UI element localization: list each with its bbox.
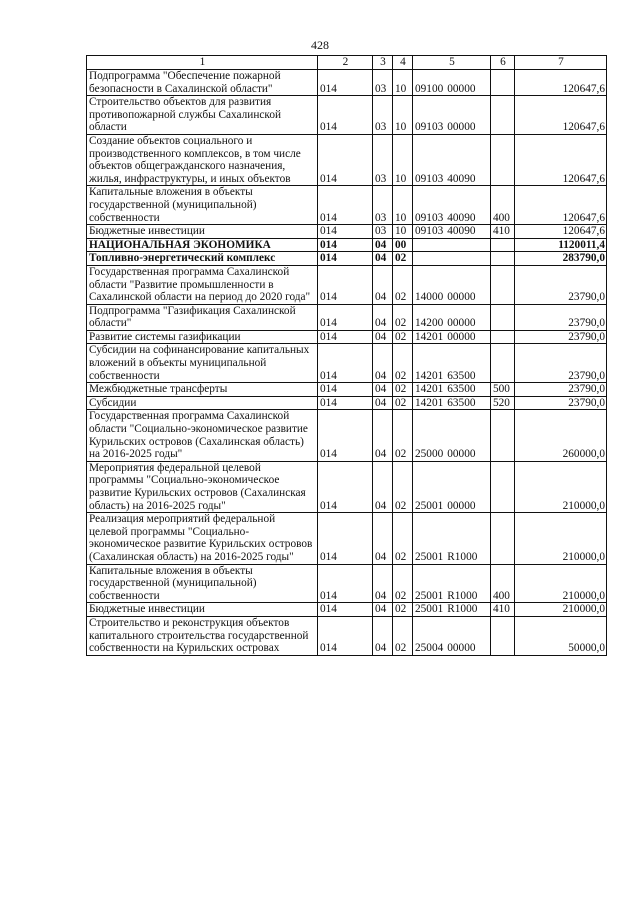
table-row	[87, 252, 607, 266]
row-section-code: 04	[373, 603, 393, 617]
row-section-code: 04	[373, 265, 393, 304]
row-amount: 23790,0	[515, 383, 607, 397]
target-code-direction: 00000	[447, 82, 476, 95]
table-row	[87, 513, 607, 564]
target-code-parts	[415, 370, 489, 383]
row-target-code	[413, 396, 491, 410]
row-target-code	[413, 96, 491, 135]
row-name: Подпрограмма "Газификация Сахалинской области"	[87, 304, 318, 330]
row-target-code	[413, 330, 491, 344]
target-code-program: 25001	[415, 550, 444, 563]
row-amount: 23790,0	[515, 396, 607, 410]
row-amount: 120647,6	[515, 70, 607, 96]
target-code-parts	[415, 642, 489, 655]
row-ministry-code: 014	[318, 96, 373, 135]
row-ministry-code: 014	[318, 564, 373, 603]
row-ministry-code: 014	[318, 304, 373, 330]
row-expense-type	[491, 304, 515, 330]
row-amount: 120647,6	[515, 225, 607, 239]
row-subsection-code: 10	[393, 186, 413, 225]
row-target-code	[413, 265, 491, 304]
table-row	[87, 330, 607, 344]
row-name: Строительство объектов для развития противопожарной службы Сахалинской области	[87, 96, 318, 135]
row-amount: 23790,0	[515, 344, 607, 383]
target-code-parts	[415, 225, 489, 238]
row-subsection-code: 02	[393, 304, 413, 330]
row-section-code: 04	[373, 252, 393, 266]
row-expense-type	[491, 330, 515, 344]
row-subsection-code: 02	[393, 252, 413, 266]
row-subsection-code: 10	[393, 96, 413, 135]
row-subsection-code: 10	[393, 134, 413, 185]
row-expense-type: 500	[491, 383, 515, 397]
table-row	[87, 238, 607, 252]
row-amount: 120647,6	[515, 96, 607, 135]
target-code-program: 25001	[415, 499, 444, 512]
header-cell-2: 2	[318, 56, 373, 70]
header-cell-7: 7	[515, 56, 607, 70]
row-name: Капитальные вложения в объекты государственной (муниципальной) собственности	[87, 186, 318, 225]
row-section-code: 04	[373, 564, 393, 603]
target-code-program: 09103	[415, 121, 444, 134]
row-expense-type	[491, 513, 515, 564]
target-code-program: 14201	[415, 330, 444, 343]
row-subsection-code: 02	[393, 410, 413, 461]
row-section-code: 04	[373, 330, 393, 344]
row-expense-type	[491, 70, 515, 96]
header-cell-5: 5	[413, 56, 491, 70]
target-code-direction: R1000	[447, 550, 478, 563]
row-amount: 23790,0	[515, 304, 607, 330]
row-section-code: 04	[373, 616, 393, 655]
row-name: НАЦИОНАЛЬНАЯ ЭКОНОМИКА	[87, 238, 318, 252]
header-cell-1: 1	[87, 56, 318, 70]
target-code-parts	[415, 590, 489, 603]
target-code-parts	[415, 331, 489, 344]
row-section-code: 04	[373, 513, 393, 564]
row-name: Подпрограмма "Обеспечение пожарной безопасности в Сахалинской области"	[87, 70, 318, 96]
table-row	[87, 396, 607, 410]
row-amount: 210000,0	[515, 513, 607, 564]
target-code-program: 25001	[415, 589, 444, 602]
row-expense-type	[491, 96, 515, 135]
row-subsection-code: 02	[393, 513, 413, 564]
row-expense-type	[491, 344, 515, 383]
row-ministry-code: 014	[318, 410, 373, 461]
row-amount: 23790,0	[515, 330, 607, 344]
row-section-code: 04	[373, 396, 393, 410]
row-amount: 120647,6	[515, 134, 607, 185]
row-section-code: 03	[373, 186, 393, 225]
row-section-code: 04	[373, 461, 393, 512]
row-expense-type	[491, 616, 515, 655]
table-row	[87, 603, 607, 617]
row-target-code	[413, 238, 491, 252]
row-target-code	[413, 410, 491, 461]
row-section-code: 04	[373, 238, 393, 252]
row-ministry-code: 014	[318, 134, 373, 185]
row-target-code	[413, 225, 491, 239]
target-code-direction: 63500	[447, 383, 476, 396]
target-code-program: 14201	[415, 396, 444, 409]
target-code-program: 14200	[415, 317, 444, 330]
row-subsection-code: 10	[393, 225, 413, 239]
target-code-parts	[415, 212, 489, 225]
target-code-parts	[415, 383, 489, 396]
row-expense-type	[491, 134, 515, 185]
target-code-program: 14201	[415, 369, 444, 382]
target-code-parts	[415, 448, 489, 461]
header-cell-4: 4	[393, 56, 413, 70]
header-cell-3: 3	[373, 56, 393, 70]
row-ministry-code: 014	[318, 70, 373, 96]
target-code-direction: 00000	[447, 330, 476, 343]
row-amount: 1120011,4	[515, 238, 607, 252]
target-code-program: 09100	[415, 82, 444, 95]
target-code-parts	[415, 317, 489, 330]
row-amount: 260000,0	[515, 410, 607, 461]
target-code-program: 25000	[415, 448, 444, 461]
row-ministry-code: 014	[318, 461, 373, 512]
row-target-code	[413, 461, 491, 512]
row-ministry-code: 014	[318, 186, 373, 225]
target-code-program: 09103	[415, 172, 444, 185]
row-subsection-code: 02	[393, 564, 413, 603]
target-code-program: 09103	[415, 225, 444, 238]
row-section-code: 04	[373, 304, 393, 330]
row-section-code: 04	[373, 344, 393, 383]
target-code-direction: 00000	[447, 499, 476, 512]
table-row	[87, 564, 607, 603]
row-name: Субсидии	[87, 396, 318, 410]
table-row	[87, 186, 607, 225]
row-ministry-code: 014	[318, 225, 373, 239]
target-code-program: 25004	[415, 642, 444, 655]
table-row	[87, 461, 607, 512]
row-ministry-code: 014	[318, 330, 373, 344]
row-amount: 210000,0	[515, 603, 607, 617]
row-expense-type	[491, 410, 515, 461]
row-target-code	[413, 186, 491, 225]
row-subsection-code: 02	[393, 330, 413, 344]
target-code-direction: 00000	[447, 317, 476, 330]
row-name: Субсидии на софинансирование капитальных вложений в объекты муниципальной собственности	[87, 344, 318, 383]
target-code-direction: R1000	[447, 603, 478, 616]
row-name: Создание объектов социального и производственного комплексов, в том числе объектов общегражданского назначения, жилья, инфраструктуры, и иных объектов	[87, 134, 318, 185]
header-row	[87, 56, 607, 70]
row-expense-type	[491, 461, 515, 512]
target-code-parts	[415, 551, 489, 564]
row-expense-type: 410	[491, 225, 515, 239]
target-code-direction: 00000	[447, 121, 476, 134]
target-code-parts	[415, 603, 489, 616]
target-code-direction: 63500	[447, 396, 476, 409]
target-code-direction: 00000	[447, 642, 476, 655]
row-target-code	[413, 564, 491, 603]
row-name: Реализация мероприятий федеральной целевой программы "Социально-экономическое развитие Курильских островов (Сахалинская область) на 2016-2025 годы"	[87, 513, 318, 564]
row-ministry-code: 014	[318, 265, 373, 304]
table-row	[87, 344, 607, 383]
page-number: 428	[311, 38, 329, 52]
target-code-program: 14201	[415, 383, 444, 396]
table-row	[87, 383, 607, 397]
target-code-direction: 40090	[447, 172, 476, 185]
row-name: Государственная программа Сахалинской области "Развитие промышленности в Сахалинской области на период до 2020 года"	[87, 265, 318, 304]
target-code-direction: 40090	[447, 211, 476, 224]
row-section-code: 03	[373, 70, 393, 96]
target-code-parts	[415, 121, 489, 134]
header-cell-6: 6	[491, 56, 515, 70]
row-target-code	[413, 616, 491, 655]
target-code-parts	[415, 500, 489, 513]
row-target-code	[413, 344, 491, 383]
row-name: Развитие системы газификации	[87, 330, 318, 344]
row-section-code: 03	[373, 225, 393, 239]
row-amount: 283790,0	[515, 252, 607, 266]
table-row	[87, 134, 607, 185]
row-expense-type	[491, 265, 515, 304]
target-code-program: 25001	[415, 603, 444, 616]
row-name: Мероприятия федеральной целевой программы "Социально-экономическое развитие Курильских островов (Сахалинская область) на 2016-2025 годы"	[87, 461, 318, 512]
target-code-parts	[415, 83, 489, 96]
table-row	[87, 410, 607, 461]
row-name: Бюджетные инвестиции	[87, 603, 318, 617]
row-section-code: 04	[373, 410, 393, 461]
row-expense-type: 410	[491, 603, 515, 617]
row-subsection-code: 02	[393, 603, 413, 617]
target-code-program: 14000	[415, 291, 444, 304]
row-ministry-code: 014	[318, 238, 373, 252]
row-subsection-code: 02	[393, 461, 413, 512]
table-row	[87, 225, 607, 239]
row-name: Топливно-энергетический комплекс	[87, 252, 318, 266]
row-name: Межбюджетные трансферты	[87, 383, 318, 397]
row-ministry-code: 014	[318, 396, 373, 410]
row-ministry-code: 014	[318, 344, 373, 383]
target-code-program: 09103	[415, 211, 444, 224]
target-code-direction: 00000	[447, 291, 476, 304]
row-subsection-code: 02	[393, 383, 413, 397]
table-row	[87, 96, 607, 135]
row-ministry-code: 014	[318, 513, 373, 564]
budget-table	[86, 55, 607, 656]
row-expense-type: 400	[491, 186, 515, 225]
row-ministry-code: 014	[318, 603, 373, 617]
row-expense-type	[491, 238, 515, 252]
table-row	[87, 304, 607, 330]
row-name: Государственная программа Сахалинской области "Социально-экономическое развитие Курильских островов (Сахалинская область) на 2016-2025 годы"	[87, 410, 318, 461]
row-subsection-code: 02	[393, 344, 413, 383]
row-amount: 210000,0	[515, 564, 607, 603]
row-target-code	[413, 134, 491, 185]
table-body	[87, 56, 607, 656]
table-row	[87, 616, 607, 655]
row-subsection-code: 00	[393, 238, 413, 252]
row-section-code: 03	[373, 96, 393, 135]
row-amount: 120647,6	[515, 186, 607, 225]
row-amount: 50000,0	[515, 616, 607, 655]
row-target-code	[413, 513, 491, 564]
row-expense-type: 520	[491, 396, 515, 410]
target-code-parts	[415, 397, 489, 410]
row-target-code	[413, 603, 491, 617]
row-target-code	[413, 252, 491, 266]
target-code-direction: R1000	[447, 589, 478, 602]
row-subsection-code: 02	[393, 396, 413, 410]
row-section-code: 04	[373, 383, 393, 397]
row-target-code	[413, 304, 491, 330]
row-target-code	[413, 383, 491, 397]
row-ministry-code: 014	[318, 383, 373, 397]
row-ministry-code: 014	[318, 252, 373, 266]
row-subsection-code: 02	[393, 616, 413, 655]
target-code-parts	[415, 173, 489, 186]
target-code-parts	[415, 291, 489, 304]
row-name: Бюджетные инвестиции	[87, 225, 318, 239]
row-amount: 210000,0	[515, 461, 607, 512]
row-subsection-code: 10	[393, 70, 413, 96]
row-target-code	[413, 70, 491, 96]
row-expense-type	[491, 252, 515, 266]
row-name: Строительство и реконструкция объектов капитального строительства государственной собственности на Курильских островах	[87, 616, 318, 655]
target-code-direction: 40090	[447, 225, 476, 238]
row-subsection-code: 02	[393, 265, 413, 304]
row-name: Капитальные вложения в объекты государственной (муниципальной) собственности	[87, 564, 318, 603]
table-row	[87, 265, 607, 304]
row-ministry-code: 014	[318, 616, 373, 655]
row-amount: 23790,0	[515, 265, 607, 304]
target-code-direction: 00000	[447, 448, 476, 461]
target-code-direction: 63500	[447, 369, 476, 382]
table-row	[87, 70, 607, 96]
row-section-code: 03	[373, 134, 393, 185]
row-expense-type: 400	[491, 564, 515, 603]
